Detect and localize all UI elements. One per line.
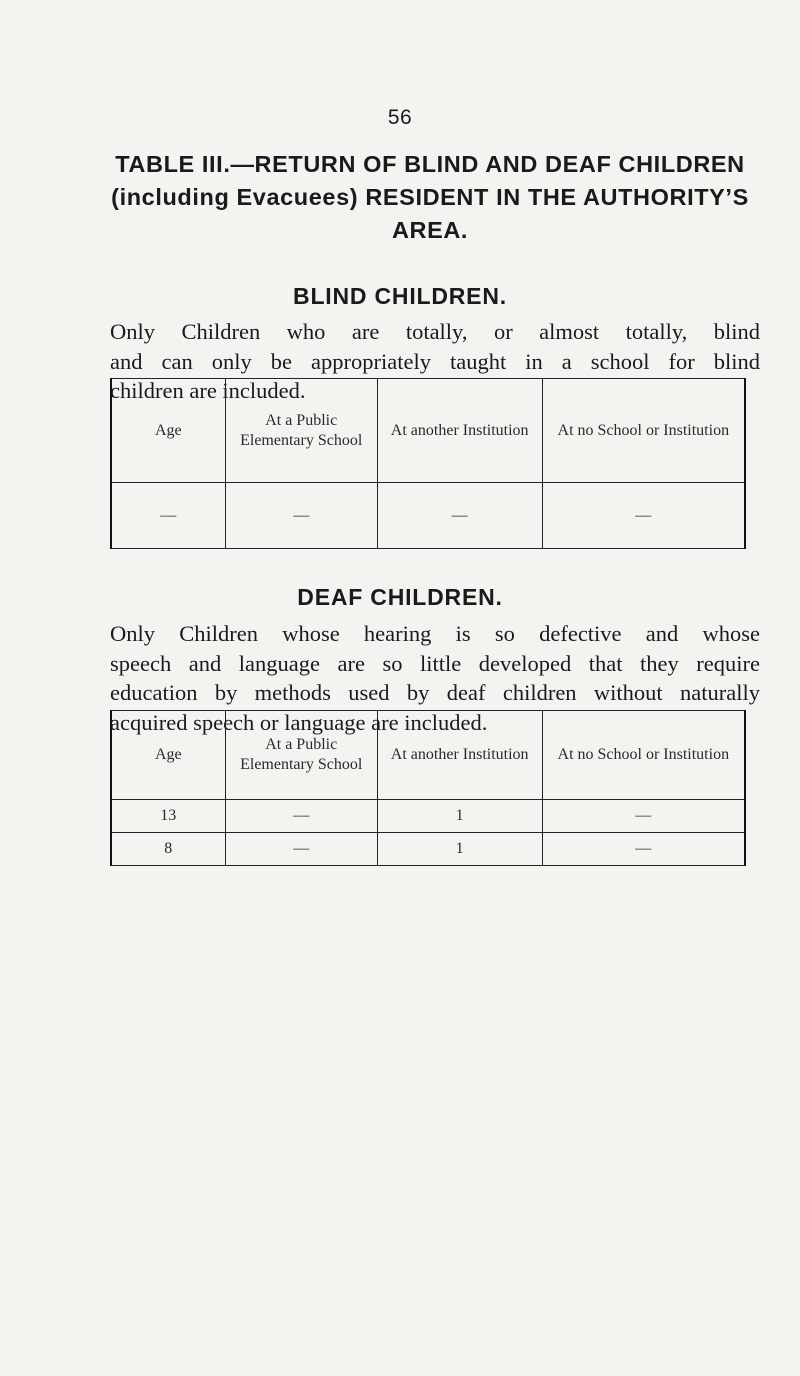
table-cell: — [542, 800, 745, 833]
table-cell: — [377, 483, 542, 549]
paragraph-line: Only Children whose hearing is so defective and whose [110, 621, 760, 646]
paragraph-line: acquired speech or language are included. [110, 709, 488, 735]
table-cell: 1 [377, 800, 542, 833]
table-cell: 13 [111, 800, 225, 833]
table-cell: 8 [111, 833, 225, 866]
column-header-public-elementary: At a Public Elementary School [225, 711, 377, 800]
page-title [100, 148, 760, 247]
title-line: TABLE III.—RETURN OF BLIND AND DEAF CHILDREN [115, 151, 745, 177]
table-row [111, 483, 745, 549]
column-header-another-institution: At another Institution [377, 711, 542, 800]
table-row [111, 800, 745, 833]
table-cell: — [225, 483, 377, 549]
title-line: (including Evacuees) RESIDENT IN THE AUTHORITY’S [111, 184, 749, 210]
title-line: AREA. [391, 217, 469, 243]
table-cell: — [225, 833, 377, 866]
table-header-row [111, 379, 745, 483]
table-cell: — [542, 833, 745, 866]
column-header-public-elementary: At a Public Elementary School [225, 379, 377, 483]
column-header-age: Age [111, 711, 225, 800]
paragraph-line: and can only be appropriately taught in a school for blind [110, 348, 760, 374]
column-header-another-institution: At another Institution [377, 379, 542, 483]
deaf-section-heading: DEAF CHILDREN. [297, 584, 503, 610]
blind-children-table [110, 378, 746, 549]
column-header-no-school: At no School or Institution [542, 379, 745, 483]
column-header-no-school: At no School or Institution [542, 711, 745, 800]
table-cell: — [542, 483, 745, 549]
column-header-age: Age [111, 379, 225, 483]
paragraph-line: children are included. [110, 378, 306, 403]
paragraph-line: speech and language are so little developed that they require [110, 650, 760, 676]
blind-section-heading: BLIND CHILDREN. [293, 283, 507, 309]
page-number: 56 [387, 106, 413, 129]
deaf-children-table [110, 710, 746, 866]
table-cell: — [111, 483, 225, 549]
paragraph-line: Only Children who are totally, or almost totally, blind [110, 319, 760, 344]
table-header-row [111, 711, 745, 800]
table-cell: — [225, 800, 377, 833]
paragraph-line: education by methods used by deaf children without naturally [110, 680, 760, 705]
table-row [111, 833, 745, 866]
table-cell: 1 [377, 833, 542, 866]
